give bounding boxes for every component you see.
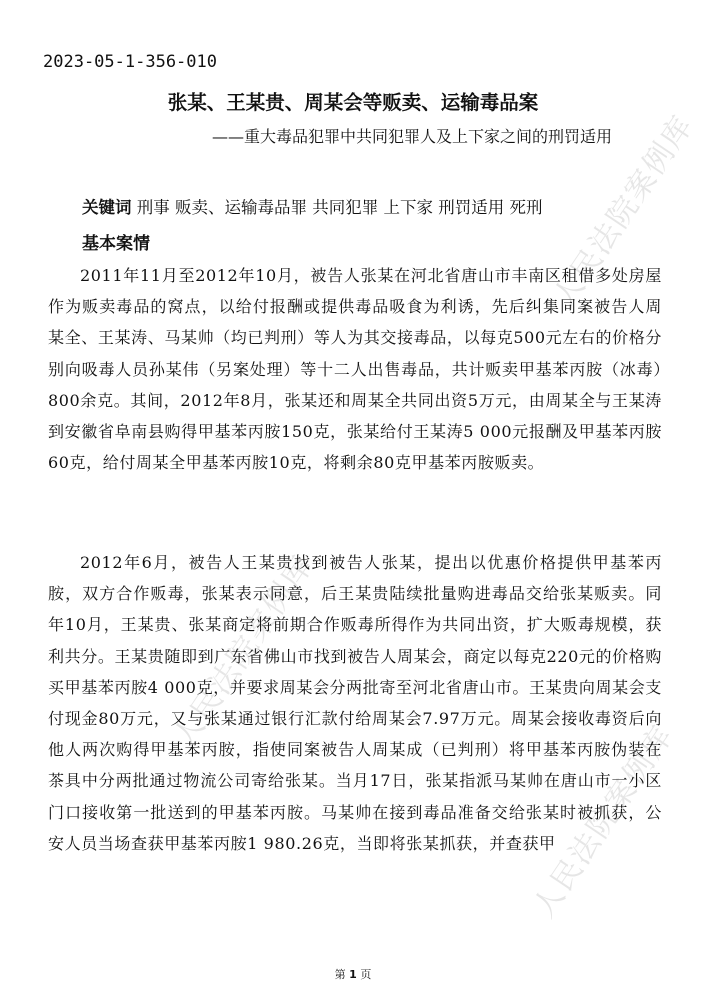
case-paragraph: 2011年11月至2012年10月，被告人张某在河北省唐山市丰南区租借多处房屋作为贩卖毒品的窝点，以给付报酬或提供毒品吸食为利诱，先后纠集同案被告人周某全、王某涛、马某帅（均已判刑）等人为其交接毒品，以每克500元左右的价格分别向吸毒人员孙某伟（另案处理）等十二人出售毒品，共计贩卖甲基苯丙胺（冰毒）800余克。其间，2012年8月，张某还和周某全共同出资5万元，由周某全与王某涛到安徽省阜南县购得甲基苯丙胺150克，张某给付王某涛5 000元报酬及甲基苯丙胺60克，给付周某全甲基苯丙胺10克，将剩余80克甲基苯丙胺贩卖。 [48,266,662,473]
footer-suffix: 页 [360,968,372,981]
document-subtitle: ——重大毒品犯罪中共同犯罪人及上下家之间的刑罚适用 [211,127,612,146]
section-heading: 基本案情 [82,234,150,254]
footer-prefix: 第 [334,968,346,981]
keywords-line [82,194,542,218]
page-number: 1 [349,968,357,981]
case-number: 2023-05-1-356-010 [43,52,217,72]
keywords-label: 关键词 [82,198,132,217]
watermark: 人民法院案例库 [546,108,701,315]
watermark: 人民法院案例库 [166,548,321,755]
case-paragraph: 2012年6月，被告人王某贵找到被告人张某，提出以优惠价格提供甲基苯丙胺，双方合作贩毒，张某表示同意，后王某贵陆续批量购进毒品交给张某贩卖。同年10月，王某贵、张某商定将前期合作贩毒所得作为共同出资，扩大贩毒规模，获利共分。王某贵随即到广东省佛山市找到被告人周某会，商定以每克220元的价格购买甲基苯丙胺4 000克，并要求周某会分两批寄至河北省唐山市。王某贵向周某会支付现金80万元，又与张某通过银行汇款付给周某会7.97万元。周某会接收毒资后向他人两次购得甲基苯丙胺，指使同案被告人周某成（已判刑）将甲基苯丙胺伪装在茶具中分两批通过物流公司寄给张某。当月17日，张某指派马某帅在唐山市一小区门口接收第一批送到的甲基苯丙胺。马某帅在接到毒品准备交给张某时被抓获，公安人员当场查获甲基苯丙胺1 980.26克，当即将张某抓获，并查获甲 [48,553,662,853]
watermark: 人民法院案例库 [526,718,681,925]
document-title: 张某、王某贵、周某会等贩卖、运输毒品案 [167,91,539,114]
keywords-terms: 刑事 贩卖、运输毒品罪 共同犯罪 上下家 刑罚适用 死刑 [136,198,543,217]
page-footer [0,966,706,982]
